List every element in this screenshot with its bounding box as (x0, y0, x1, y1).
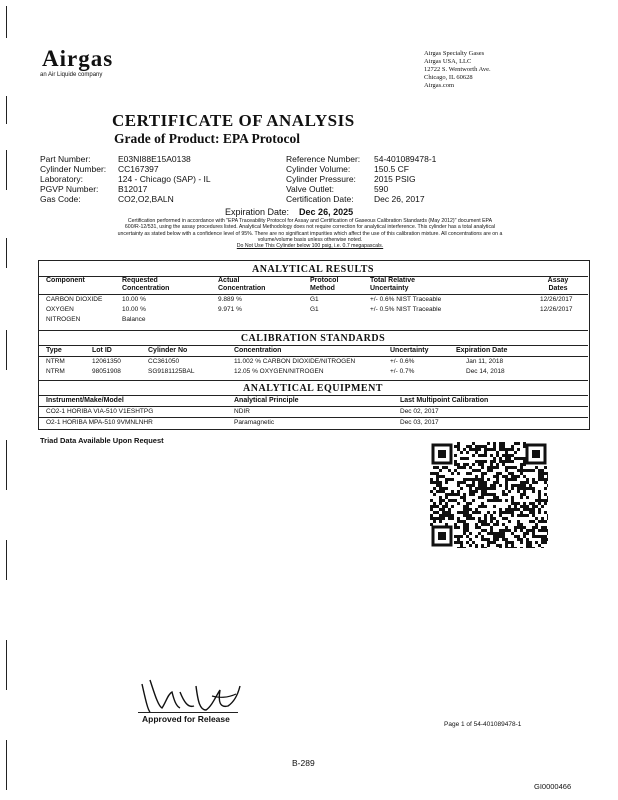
type-cell: NTRM (46, 368, 65, 375)
address-line: 12722 S. Wentworth Ave. (424, 66, 491, 73)
certificate-title: CERTIFICATE OF ANALYSIS (112, 111, 355, 130)
signature-image (136, 672, 246, 716)
page-edge-mark (6, 330, 7, 370)
analytical-results-heading: ANALYTICAL RESULTS (252, 264, 374, 275)
reference-number: 54-401089478-1 (374, 154, 437, 164)
field-label: Reference Number: (286, 154, 361, 164)
note-line: Certification performed in accordance with "EPA Traceability Protocol for Assay and Certification of Gaseous Calibration Standards (May 2012)" document EPA (127, 218, 493, 224)
col-header: Last Multipoint Calibration (400, 397, 489, 404)
divider (38, 380, 588, 381)
uncertainty-cell: +/- 0.6% NIST Traceable (370, 296, 442, 303)
uncertainty-cell: +/- 0.5% NIST Traceable (370, 306, 442, 313)
product-grade: Grade of Product: EPA Protocol (114, 131, 300, 146)
assay-date-cell: 12/26/2017 (540, 306, 573, 313)
field-label: Cylinder Volume: (286, 164, 351, 174)
divider (38, 345, 588, 346)
page-edge-mark (6, 640, 7, 690)
page-code: B-289 (292, 758, 315, 768)
field-label: Valve Outlet: (286, 184, 335, 194)
divider (38, 406, 588, 407)
requested-cell: 10.00 % (122, 306, 146, 313)
col-header: Instrument/Make/Model (46, 397, 124, 404)
method-cell: G1 (310, 296, 319, 303)
instrument-cell: CO2-1 HORIBA VIA-510 V1ESHTPG (46, 408, 154, 415)
address-line: Airgas.com (424, 82, 455, 89)
bates-number: GI0000466 (534, 782, 572, 791)
laboratory: 124 - Chicago (SAP) - IL (118, 174, 211, 184)
assay-date-cell: 12/26/2017 (540, 296, 573, 303)
field-label: Laboratory: (40, 174, 83, 184)
requested-cell: Balance (122, 316, 146, 323)
gas-code: CO2,O2,BALN (118, 194, 174, 204)
cylinder-number: CC167397 (118, 164, 159, 174)
field-label: Part Number: (40, 154, 91, 164)
field-labels-left (40, 154, 106, 204)
divider (38, 294, 588, 295)
note-line: Do Not Use This Cylinder below 100 psig, i.e. 0.7 megapascals. (236, 243, 384, 250)
col-header: Uncertainty (390, 347, 429, 354)
page-edge-mark (6, 6, 7, 38)
component-cell: OXYGEN (46, 306, 74, 313)
page-edge-mark (6, 96, 7, 124)
col-header: Total Relative Uncertainty (370, 277, 415, 292)
field-values-right (374, 154, 436, 204)
divider (38, 330, 588, 331)
divider (38, 395, 588, 396)
cylinder-pressure: 2015 PSIG (374, 174, 416, 184)
col-header: Requested Concentration (122, 277, 170, 292)
address-line: Airgas USA, LLC (424, 58, 472, 65)
concentration-cell: 12.05 % OXYGEN/NITROGEN (234, 368, 324, 375)
calibration-cell: Dec 03, 2017 (400, 419, 439, 426)
field-label: Gas Code: (40, 194, 81, 204)
calibration-cell: Dec 02, 2017 (400, 408, 439, 415)
field-label: Cylinder Pressure: (286, 174, 356, 184)
divider (38, 417, 588, 418)
expiration-label: Expiration Date: (225, 207, 290, 217)
page-edge-mark (6, 740, 7, 790)
certification-notes (40, 218, 580, 249)
cylinder-no-cell: SG9181125BAL (148, 368, 195, 375)
expiration-cell: Dec 14, 2018 (466, 368, 505, 375)
method-cell: G1 (310, 306, 319, 313)
company-address (424, 50, 491, 90)
note-line: volume/volume basis unless otherwise noted. (257, 236, 363, 243)
concentration-cell: 11.002 % CARBON DIOXIDE/NITROGEN (234, 358, 356, 365)
calibration-standards-heading: CALIBRATION STANDARDS (240, 333, 386, 344)
col-header: Type (46, 347, 62, 354)
page-edge-mark (6, 440, 7, 490)
page-number: Page 1 of 54-401089478-1 (444, 721, 522, 728)
approved-for-release-label: Approved for Release (142, 714, 230, 724)
note-line: 600/R-12/531, using the assay procedures listed. Analytical Methodology does not require correction for analytical interference. This cylinder has a total analytical (124, 224, 496, 231)
col-header: Component (46, 277, 85, 284)
company-logo-subtitle: an Air Liquide company (40, 72, 103, 78)
expiration-date (225, 207, 353, 217)
col-header: Cylinder No (148, 347, 188, 354)
triad-data-note: Triad Data Available Upon Request (40, 436, 164, 445)
address-line: Chicago, IL 60628 (424, 74, 473, 81)
field-label: PGVP Number: (40, 184, 99, 194)
cylinder-no-cell: CC361050 (148, 358, 180, 365)
expiration-cell: Jan 11, 2018 (466, 358, 504, 365)
analytical-equipment-heading: ANALYTICAL EQUIPMENT (243, 383, 383, 394)
component-cell: NITROGEN (46, 316, 81, 323)
field-label: Certification Date: (286, 194, 354, 204)
address-line: Airgas Specialty Gases (424, 50, 485, 57)
instrument-cell: O2-1 HORIBA MPA-510 9VMNLNHR (46, 419, 153, 426)
field-label: Cylinder Number: (40, 164, 107, 174)
type-cell: NTRM (46, 358, 65, 365)
divider (38, 356, 588, 357)
col-header: Analytical Principle (234, 397, 299, 404)
actual-cell: 9.971 % (218, 306, 242, 313)
col-header: Concentration (234, 347, 282, 354)
page-edge-mark (6, 238, 7, 268)
field-labels-right (286, 154, 360, 204)
col-header: Expiration Date (456, 347, 508, 354)
company-logo: Airgas (42, 46, 114, 71)
col-header: Lot ID (92, 347, 112, 354)
page-edge-mark (6, 540, 7, 580)
lot-id-cell: 98051908 (92, 368, 121, 375)
requested-cell: 10.00 % (122, 296, 146, 303)
page-edge-mark (6, 150, 7, 190)
col-header: Actual Concentration (218, 277, 266, 292)
signature-line (138, 712, 238, 713)
component-cell: CARBON DIOXIDE (46, 296, 103, 303)
lot-id-cell: 12061350 (92, 358, 121, 365)
principle-cell: NDIR (234, 408, 250, 415)
cylinder-volume: 150.5 CF (374, 164, 409, 174)
col-header: Assay Dates (547, 277, 569, 292)
certification-date: Dec 26, 2017 (374, 194, 425, 204)
uncertainty-cell: +/- 0.7% (390, 368, 415, 375)
principle-cell: Paramagnetic (234, 419, 275, 426)
col-header: Protocol Method (310, 277, 339, 292)
qr-code (430, 442, 548, 548)
field-values-left (118, 154, 211, 204)
expiration-value: Dec 26, 2025 (299, 207, 354, 217)
valve-outlet: 590 (374, 184, 389, 194)
uncertainty-cell: +/- 0.6% (390, 358, 415, 365)
part-number: E03NI88E15A0138 (118, 154, 191, 164)
pgvp-number: B12017 (118, 184, 148, 194)
note-line: uncertainty as stated below with a confidence level of 95%. There are no significant impurities which affect the use of this calibration mixture. All concentrations are on a (117, 230, 503, 237)
actual-cell: 9.889 % (218, 296, 242, 303)
